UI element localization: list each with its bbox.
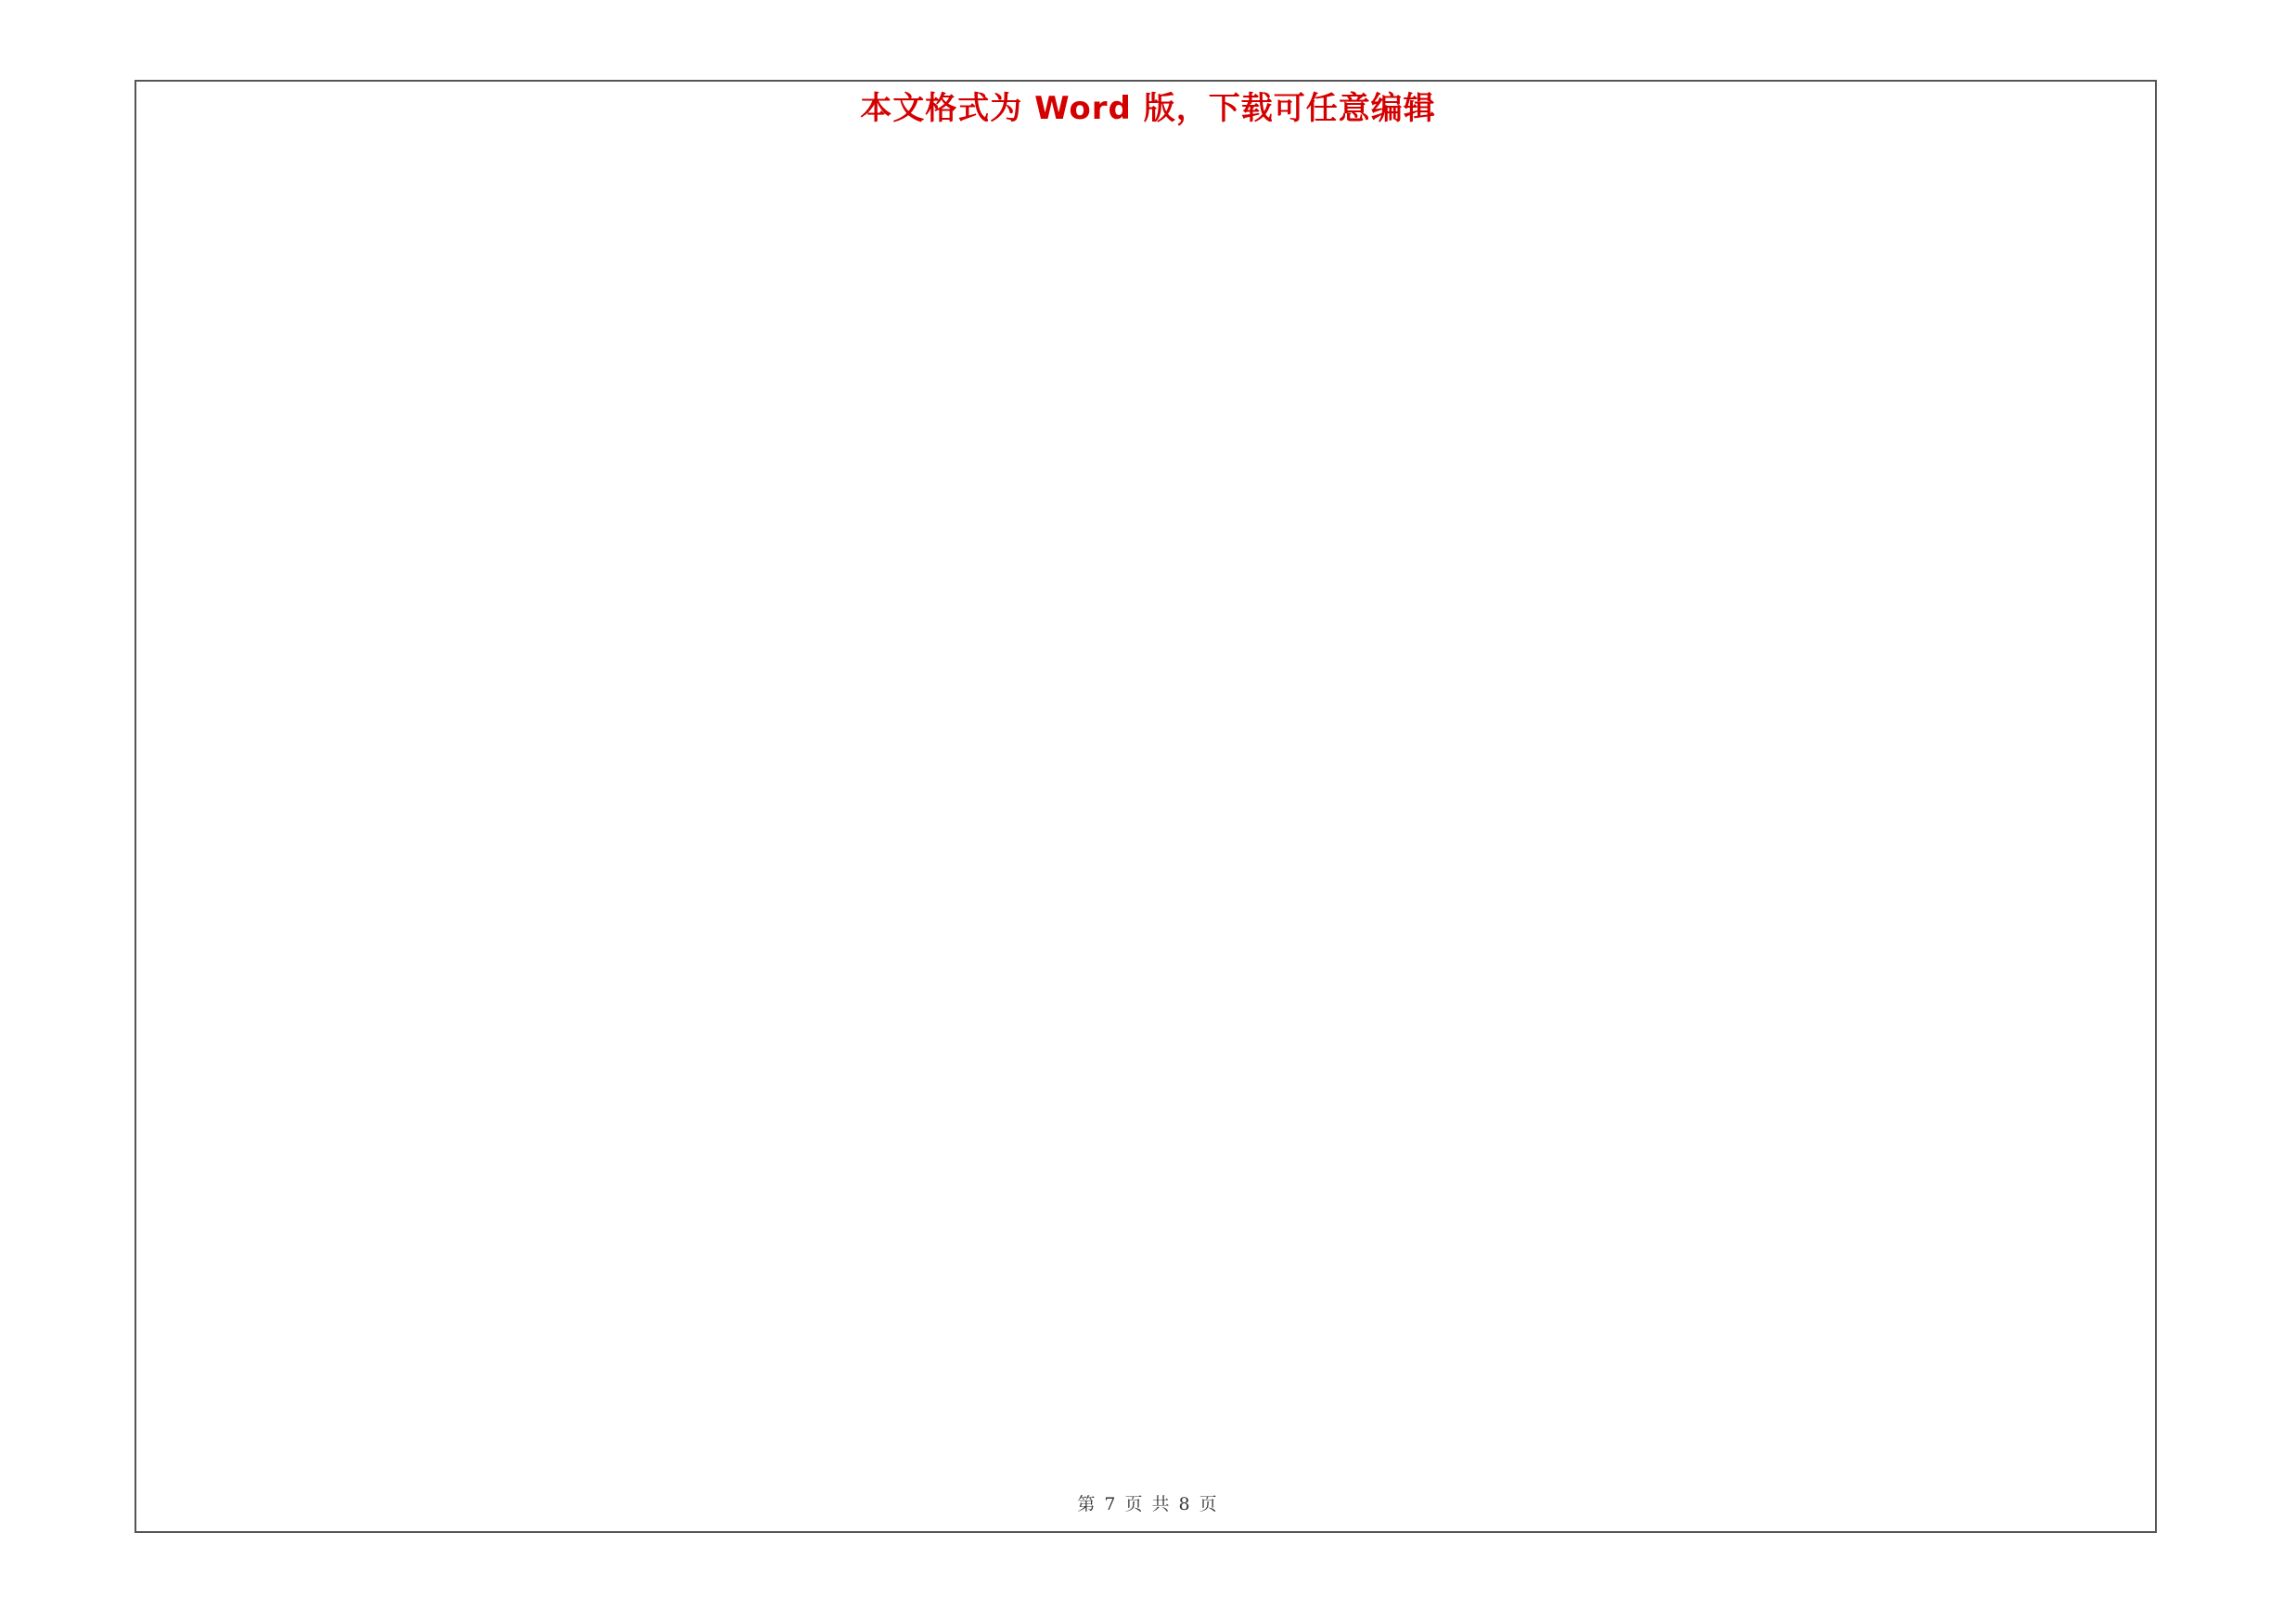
page-number-footer: 第 7 页 共 8 页 xyxy=(1077,1494,1219,1514)
header-banner: 本文格式为 Word 版，下载可任意编辑 xyxy=(860,90,1436,127)
page-frame xyxy=(135,80,2157,1533)
